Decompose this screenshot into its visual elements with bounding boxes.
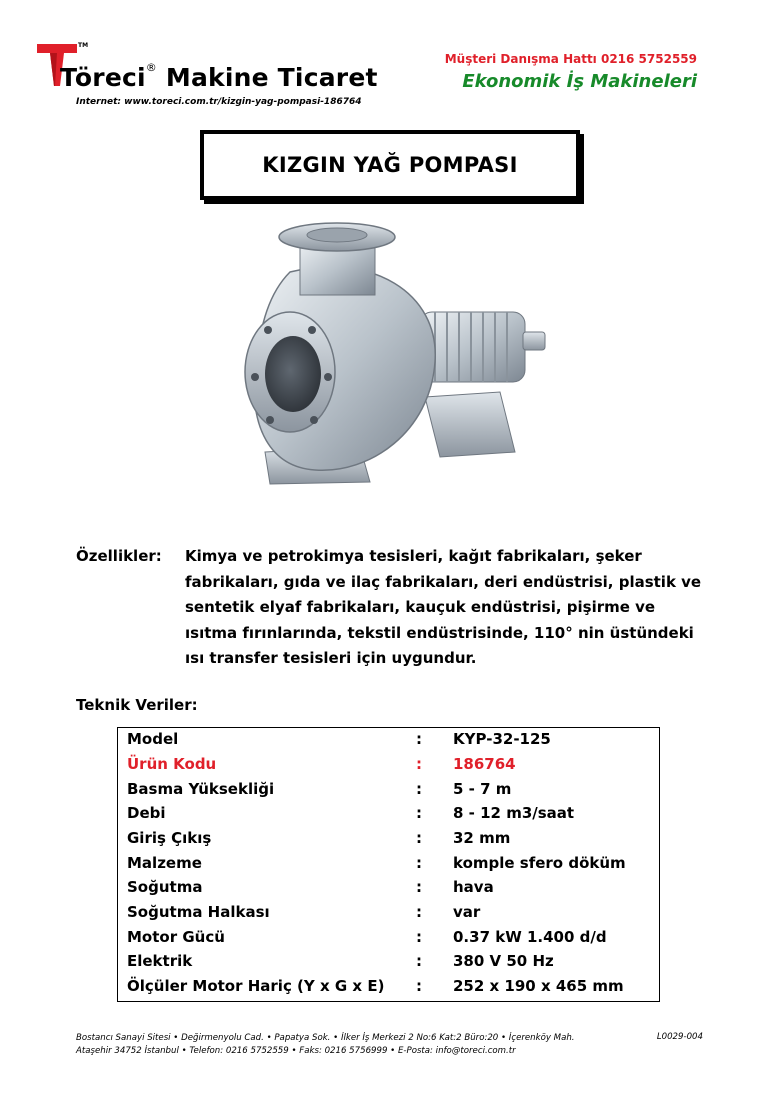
spec-table — [117, 727, 660, 1002]
spec-separator: : — [416, 903, 422, 921]
footer-line-1: Bostancı Sanayi Sitesi • Değirmenyolu Cad. • Papatya Sok. • İlker İş Merkezi 2 No:6 Kat:2 Büro:20 • İçerenköy Mah. — [76, 1033, 575, 1043]
spec-separator: : — [416, 730, 422, 748]
spec-key: Debi — [127, 804, 166, 822]
spec-separator: : — [416, 755, 422, 773]
company-slogan: Ekonomik İş Makineleri — [462, 71, 697, 92]
spec-key: Malzeme — [127, 854, 202, 872]
spec-key: Model — [127, 730, 179, 748]
spec-key: Soğutma — [127, 878, 203, 896]
spec-separator: : — [416, 804, 422, 822]
spec-key: Ürün Kodu — [127, 755, 217, 773]
customer-hotline: Müşteri Danışma Hattı 0216 5752559 — [444, 52, 697, 66]
internet-address[interactable]: Internet: www.toreci.com.tr/kizgin-yag-pompasi-186764 — [76, 97, 362, 107]
footer-address — [76, 1032, 575, 1058]
spec-value: KYP-32-125 — [453, 730, 551, 748]
spec-value: komple sfero döküm — [453, 854, 626, 872]
spec-value: 8 - 12 m3/saat — [453, 804, 575, 822]
spec-value: 32 mm — [453, 829, 511, 847]
spec-value: var — [453, 903, 481, 921]
spec-separator: : — [416, 928, 422, 946]
trademark-mark: TM — [78, 42, 89, 49]
product-title-box — [200, 130, 580, 200]
spec-separator: : — [416, 952, 422, 970]
spec-key: Soğutma Halkası — [127, 903, 270, 921]
pump-image — [230, 212, 550, 512]
spec-value: 252 x 190 x 465 mm — [453, 977, 624, 995]
spec-separator: : — [416, 977, 422, 995]
footer-line-2: Ataşehir 34752 İstanbul • Telefon: 0216 5752559 • Faks: 0216 5756999 • E-Posta: info@toreci.com.tr — [76, 1046, 516, 1056]
spec-key: Giriş Çıkış — [127, 829, 212, 847]
spec-key: Basma Yüksekliği — [127, 780, 275, 798]
brand-name: Töreci — [60, 63, 146, 92]
brand-title — [60, 63, 378, 92]
spec-value: 5 - 7 m — [453, 780, 512, 798]
spec-value: 380 V 50 Hz — [453, 952, 554, 970]
spec-separator: : — [416, 878, 422, 896]
spec-value: 0.37 kW 1.400 d/d — [453, 928, 607, 946]
spec-key: Ölçüler Motor Hariç (Y x G x E) — [127, 977, 385, 995]
spec-value: hava — [453, 878, 494, 896]
technical-data-label: Teknik Veriler: — [76, 696, 198, 714]
registered-mark: ® — [145, 61, 157, 74]
document-number: L0029-004 — [656, 1032, 703, 1042]
features-text: Kimya ve petrokimya tesisleri, kağıt fabrikaları, şeker fabrikaları, gıda ve ilaç fabrikaları, deri endüstrisi, plastik ve sentetik elyaf fabrikaları, kauçuk endüstrisi, pişirme ve ısıtma fırınlarında, tekstil endüstrisinde, 110° nin üstündeki ısı transfer tesisleri için uygundur. — [185, 547, 702, 667]
spec-separator: : — [416, 780, 422, 798]
spec-key: Elektrik — [127, 952, 193, 970]
brand-suffix: Makine Ticaret — [165, 63, 378, 92]
product-title: KIZGIN YAĞ POMPASI — [262, 153, 518, 177]
spec-separator: : — [416, 829, 422, 847]
spec-value: 186764 — [453, 755, 516, 773]
spec-key: Motor Gücü — [127, 928, 225, 946]
spec-separator: : — [416, 854, 422, 872]
features-label: Özellikler: — [76, 547, 162, 565]
